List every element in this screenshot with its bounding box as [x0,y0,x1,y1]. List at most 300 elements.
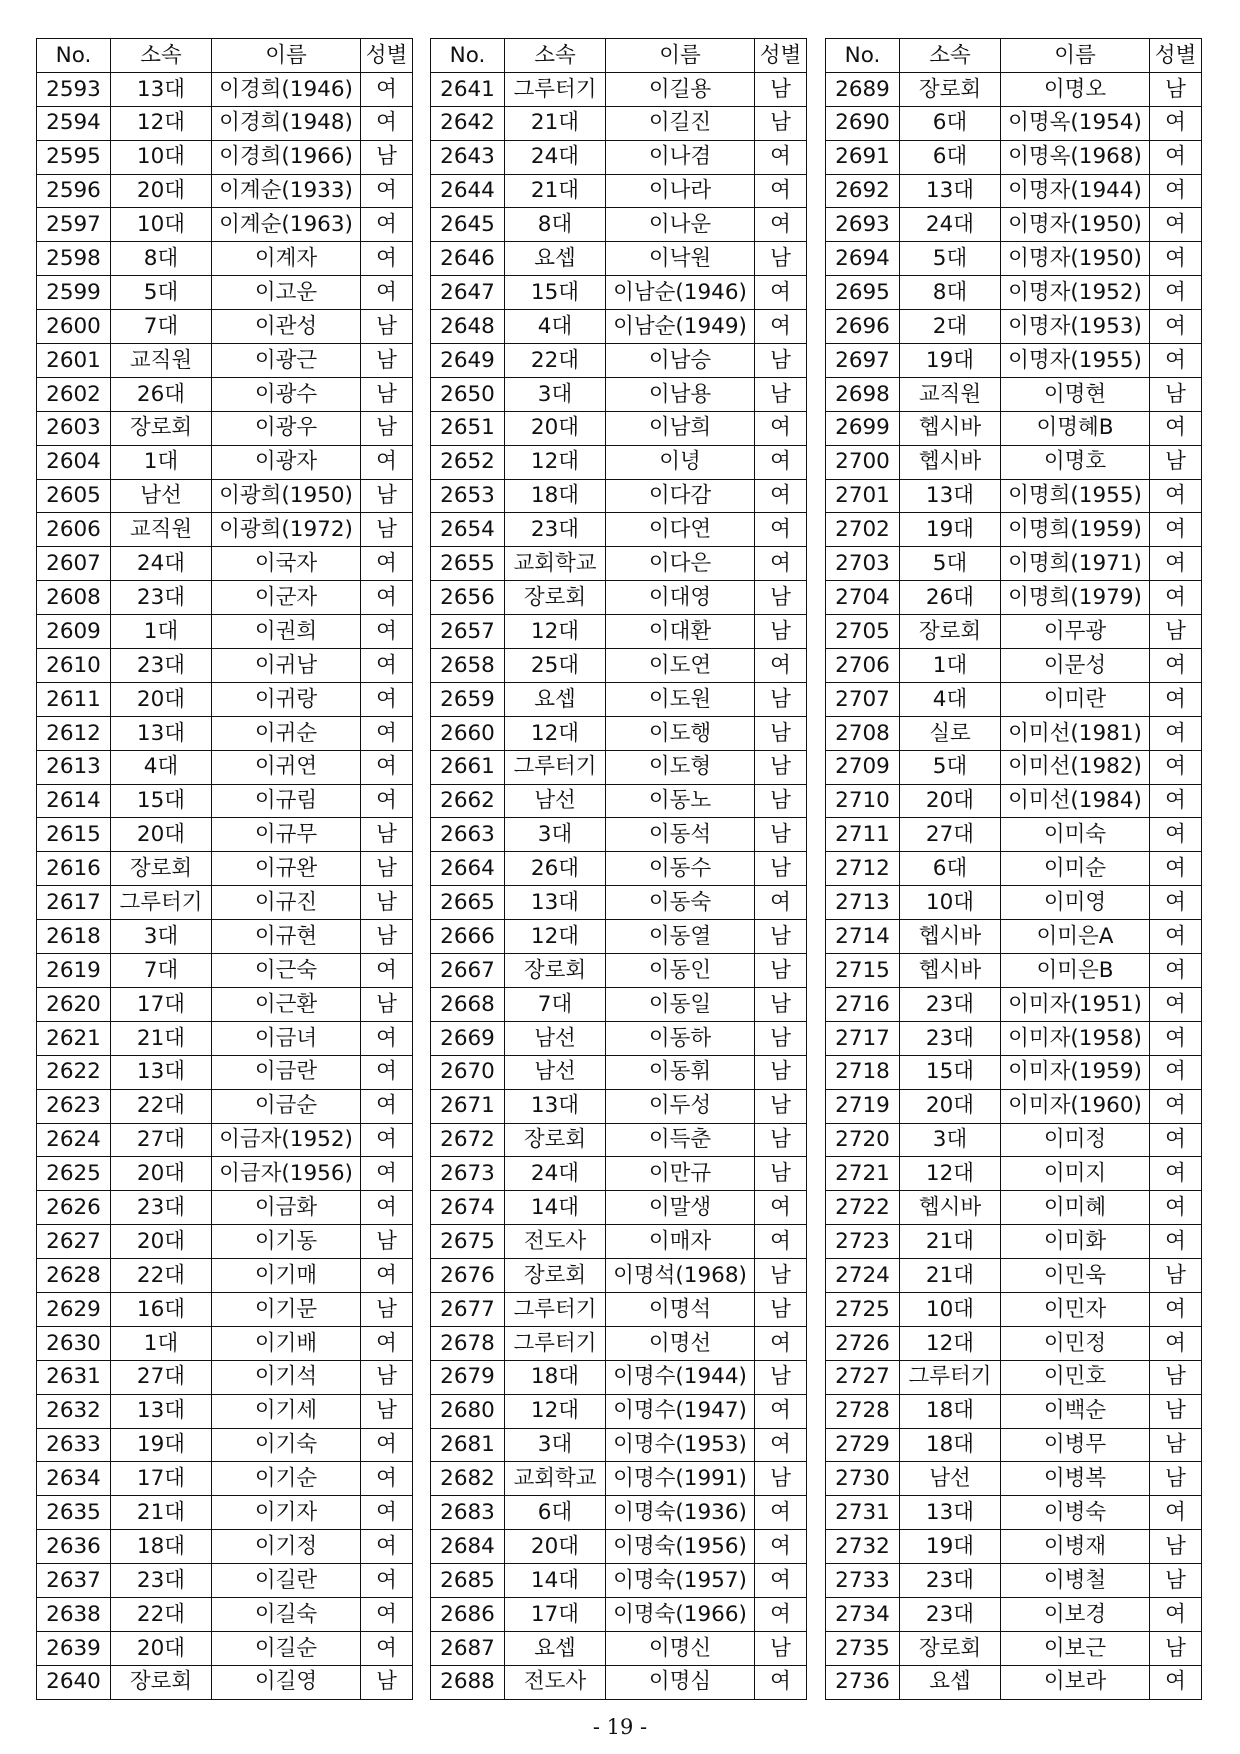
cell-name: 이기세 [212,1394,361,1428]
cell-affiliation: 12대 [505,1394,606,1428]
cell-no: 2657 [431,615,505,649]
cell-name: 이도행 [606,716,755,750]
table-row [37,1631,413,1665]
table-row [826,445,1202,479]
cell-gender: 남 [1150,1530,1202,1564]
table-row [37,818,413,852]
table-row [826,479,1202,513]
cell-affiliation: 4대 [505,310,606,344]
cell-gender: 여 [361,1631,413,1665]
table-row [826,1123,1202,1157]
cell-affiliation: 26대 [505,852,606,886]
cell-name: 이미자(1960) [1001,1089,1150,1123]
cell-affiliation: 12대 [505,445,606,479]
cell-gender: 남 [755,954,807,988]
cell-name: 이명현 [1001,377,1150,411]
cell-name: 이경희(1948) [212,106,361,140]
cell-no: 2704 [826,581,900,615]
cell-affiliation: 13대 [111,716,212,750]
cell-affiliation: 6대 [900,852,1001,886]
cell-no: 2679 [431,1360,505,1394]
cell-gender: 남 [361,344,413,378]
cell-gender: 여 [755,1665,807,1699]
cell-gender: 남 [361,1292,413,1326]
cell-name: 이규무 [212,818,361,852]
cell-gender: 여 [755,1191,807,1225]
table-row [431,411,807,445]
cell-no: 2610 [37,649,111,683]
cell-name: 이명신 [606,1631,755,1665]
cell-affiliation: 22대 [111,1259,212,1293]
table-row [826,208,1202,242]
cell-affiliation: 20대 [111,1225,212,1259]
cell-gender: 여 [755,886,807,920]
cell-gender: 여 [1150,1157,1202,1191]
cell-name: 이관성 [212,310,361,344]
cell-no: 2694 [826,242,900,276]
header-affiliation: 소속 [900,39,1001,73]
cell-affiliation: 남선 [505,1021,606,1055]
table-row [431,1631,807,1665]
table-row [826,581,1202,615]
cell-name: 이미영 [1001,886,1150,920]
header-no: No. [431,39,505,73]
cell-gender: 남 [755,1259,807,1293]
cell-no: 2636 [37,1530,111,1564]
cell-no: 2705 [826,615,900,649]
cell-no: 2671 [431,1089,505,1123]
cell-name: 이백순 [1001,1394,1150,1428]
cell-no: 2660 [431,716,505,750]
cell-affiliation: 3대 [505,1428,606,1462]
cell-name: 이광희(1950) [212,479,361,513]
table-row [37,682,413,716]
cell-no: 2602 [37,377,111,411]
cell-name: 이명석 [606,1292,755,1326]
cell-gender: 남 [361,140,413,174]
cell-affiliation: 12대 [111,106,212,140]
cell-no: 2698 [826,377,900,411]
cell-gender: 여 [755,649,807,683]
table-row [37,1089,413,1123]
cell-name: 이동숙 [606,886,755,920]
cell-gender: 남 [361,513,413,547]
cell-name: 이기순 [212,1462,361,1496]
cell-gender: 여 [755,208,807,242]
cell-affiliation: 남선 [111,479,212,513]
cell-affiliation: 장로회 [111,411,212,445]
table-row [37,649,413,683]
cell-affiliation: 교직원 [111,344,212,378]
cell-name: 이명호 [1001,445,1150,479]
cell-gender: 남 [1150,1394,1202,1428]
cell-affiliation: 6대 [900,106,1001,140]
cell-affiliation: 23대 [111,1564,212,1598]
cell-gender: 여 [1150,750,1202,784]
cell-no: 2626 [37,1191,111,1225]
cell-name: 이남순(1946) [606,276,755,310]
table-row [37,1021,413,1055]
table-row [826,242,1202,276]
table-row [37,1123,413,1157]
cell-affiliation: 21대 [111,1021,212,1055]
cell-name: 이민욱 [1001,1259,1150,1293]
cell-affiliation: 장로회 [900,72,1001,106]
table-row [826,1021,1202,1055]
cell-no: 2673 [431,1157,505,1191]
cell-gender: 여 [1150,140,1202,174]
cell-name: 이동일 [606,987,755,1021]
cell-no: 2648 [431,310,505,344]
cell-gender: 여 [361,1428,413,1462]
cell-affiliation: 3대 [505,818,606,852]
cell-affiliation: 18대 [900,1394,1001,1428]
cell-no: 2735 [826,1631,900,1665]
cell-no: 2628 [37,1259,111,1293]
cell-gender: 여 [361,716,413,750]
cell-gender: 여 [1150,1292,1202,1326]
cell-gender: 남 [1150,377,1202,411]
table-row [37,1530,413,1564]
cell-no: 2688 [431,1665,505,1699]
cell-affiliation: 26대 [900,581,1001,615]
cell-name: 이명숙(1957) [606,1564,755,1598]
cell-no: 2619 [37,954,111,988]
cell-gender: 여 [1150,513,1202,547]
cell-affiliation: 23대 [505,513,606,547]
cell-gender: 여 [1150,716,1202,750]
cell-no: 2677 [431,1292,505,1326]
cell-name: 이미자(1958) [1001,1021,1150,1055]
cell-gender: 여 [361,1021,413,1055]
cell-no: 2726 [826,1326,900,1360]
table-row [826,1225,1202,1259]
cell-name: 이명오 [1001,72,1150,106]
cell-no: 2604 [37,445,111,479]
cell-affiliation: 3대 [900,1123,1001,1157]
table-row [431,750,807,784]
cell-name: 이녕 [606,445,755,479]
cell-no: 2603 [37,411,111,445]
cell-name: 이귀남 [212,649,361,683]
cell-gender: 여 [755,276,807,310]
cell-name: 이낙원 [606,242,755,276]
cell-gender: 여 [1150,208,1202,242]
cell-name: 이고운 [212,276,361,310]
table-row [826,886,1202,920]
cell-affiliation: 13대 [111,1394,212,1428]
cell-name: 이경희(1946) [212,72,361,106]
cell-name: 이나라 [606,174,755,208]
table-row [431,852,807,886]
cell-no: 2639 [37,1631,111,1665]
table-row [431,1428,807,1462]
cell-affiliation: 23대 [111,649,212,683]
cell-name: 이길순 [212,1631,361,1665]
cell-name: 이광수 [212,377,361,411]
cell-gender: 여 [1150,1123,1202,1157]
cell-affiliation: 18대 [505,479,606,513]
table-row [37,276,413,310]
cell-gender: 여 [361,208,413,242]
table-row [826,1191,1202,1225]
cell-no: 2687 [431,1631,505,1665]
cell-affiliation: 12대 [900,1326,1001,1360]
cell-no: 2615 [37,818,111,852]
cell-gender: 여 [1150,1021,1202,1055]
cell-affiliation: 12대 [505,920,606,954]
table-row [431,1123,807,1157]
cell-gender: 남 [755,242,807,276]
table-row [431,784,807,818]
cell-no: 2606 [37,513,111,547]
cell-affiliation: 21대 [900,1225,1001,1259]
cell-affiliation: 요셉 [900,1665,1001,1699]
table-row [431,615,807,649]
cell-no: 2683 [431,1496,505,1530]
cell-gender: 여 [361,954,413,988]
cell-name: 이길용 [606,72,755,106]
cell-gender: 여 [755,1225,807,1259]
cell-no: 2607 [37,547,111,581]
cell-affiliation: 13대 [900,174,1001,208]
cell-gender: 여 [361,547,413,581]
table-row [37,1360,413,1394]
cell-no: 2734 [826,1597,900,1631]
cell-no: 2658 [431,649,505,683]
cell-no: 2718 [826,1055,900,1089]
table-row [826,1665,1202,1699]
cell-affiliation: 5대 [900,750,1001,784]
table-row [826,72,1202,106]
table-row [431,174,807,208]
cell-name: 이명자(1944) [1001,174,1150,208]
cell-gender: 남 [361,479,413,513]
cell-name: 이금자(1956) [212,1157,361,1191]
cell-name: 이남희 [606,411,755,445]
cell-affiliation: 21대 [505,106,606,140]
cell-name: 이계순(1963) [212,208,361,242]
cell-affiliation: 13대 [111,72,212,106]
cell-no: 2635 [37,1496,111,1530]
cell-name: 이길진 [606,106,755,140]
cell-name: 이미혜 [1001,1191,1150,1225]
table-row [826,784,1202,818]
cell-gender: 여 [1150,276,1202,310]
cell-gender: 남 [755,716,807,750]
cell-no: 2708 [826,716,900,750]
table-row [431,1360,807,1394]
table-row [37,987,413,1021]
cell-affiliation: 2대 [900,310,1001,344]
cell-affiliation: 20대 [900,784,1001,818]
cell-name: 이명숙(1956) [606,1530,755,1564]
cell-name: 이기정 [212,1530,361,1564]
table-row [37,954,413,988]
cell-affiliation: 8대 [900,276,1001,310]
table-row [37,547,413,581]
cell-affiliation: 21대 [505,174,606,208]
cell-affiliation: 17대 [505,1597,606,1631]
cell-affiliation: 그루터기 [505,750,606,784]
cell-affiliation: 장로회 [505,954,606,988]
cell-affiliation: 15대 [900,1055,1001,1089]
cell-name: 이금자(1952) [212,1123,361,1157]
cell-no: 2596 [37,174,111,208]
table-row [37,1326,413,1360]
cell-name: 이보근 [1001,1631,1150,1665]
cell-no: 2682 [431,1462,505,1496]
cell-name: 이명희(1955) [1001,479,1150,513]
cell-no: 2595 [37,140,111,174]
cell-name: 이명자(1955) [1001,344,1150,378]
table-row [826,1394,1202,1428]
cell-no: 2702 [826,513,900,547]
cell-name: 이명자(1950) [1001,208,1150,242]
cell-no: 2638 [37,1597,111,1631]
cell-name: 이병무 [1001,1428,1150,1462]
cell-affiliation: 교회학교 [505,1462,606,1496]
cell-no: 2616 [37,852,111,886]
cell-affiliation: 10대 [900,886,1001,920]
cell-gender: 남 [361,818,413,852]
table-row [826,1292,1202,1326]
cell-gender: 여 [1150,174,1202,208]
cell-affiliation: 24대 [111,547,212,581]
cell-no: 2706 [826,649,900,683]
table-row [826,987,1202,1021]
cell-gender: 여 [361,682,413,716]
table-row [431,310,807,344]
cell-name: 이명숙(1936) [606,1496,755,1530]
cell-no: 2646 [431,242,505,276]
table-row [431,479,807,513]
cell-gender: 남 [1150,1428,1202,1462]
table-row [826,716,1202,750]
table-row [431,1496,807,1530]
table-row [431,1564,807,1598]
cell-gender: 남 [755,1631,807,1665]
cell-no: 2617 [37,886,111,920]
cell-no: 2720 [826,1123,900,1157]
table-row [826,344,1202,378]
cell-affiliation: 실로 [900,716,1001,750]
table-row [37,920,413,954]
cell-no: 2665 [431,886,505,920]
cell-affiliation: 10대 [900,1292,1001,1326]
table-row [37,1225,413,1259]
cell-affiliation: 5대 [900,547,1001,581]
cell-gender: 남 [755,377,807,411]
cell-name: 이도연 [606,649,755,683]
cell-affiliation: 13대 [900,1496,1001,1530]
cell-affiliation: 남선 [900,1462,1001,1496]
cell-gender: 여 [361,1597,413,1631]
cell-gender: 여 [1150,1191,1202,1225]
cell-gender: 여 [361,174,413,208]
cell-affiliation: 12대 [505,716,606,750]
cell-gender: 남 [755,1021,807,1055]
cell-no: 2707 [826,682,900,716]
cell-name: 이근환 [212,987,361,1021]
cell-gender: 여 [1150,954,1202,988]
cell-no: 2666 [431,920,505,954]
cell-gender: 남 [1150,1360,1202,1394]
table-row [431,1191,807,1225]
cell-affiliation: 6대 [900,140,1001,174]
cell-gender: 남 [755,1089,807,1123]
cell-no: 2711 [826,818,900,852]
cell-gender: 남 [361,852,413,886]
cell-affiliation: 장로회 [505,1259,606,1293]
table-row [826,1462,1202,1496]
cell-name: 이광우 [212,411,361,445]
table-row [37,344,413,378]
cell-no: 2598 [37,242,111,276]
table-row [431,1665,807,1699]
cell-name: 이길숙 [212,1597,361,1631]
cell-gender: 여 [755,310,807,344]
table-row [37,1462,413,1496]
page-number: - 19 - [592,1715,648,1739]
cell-affiliation: 20대 [111,174,212,208]
cell-gender: 여 [361,1157,413,1191]
cell-no: 2668 [431,987,505,1021]
cell-affiliation: 남선 [505,784,606,818]
cell-name: 이금화 [212,1191,361,1225]
cell-gender: 남 [1150,1631,1202,1665]
cell-affiliation: 헵시바 [900,1191,1001,1225]
cell-no: 2652 [431,445,505,479]
table-row [431,954,807,988]
cell-name: 이광근 [212,344,361,378]
cell-gender: 여 [361,1530,413,1564]
cell-gender: 여 [755,1530,807,1564]
table-row [431,1021,807,1055]
cell-no: 2701 [826,479,900,513]
cell-no: 2684 [431,1530,505,1564]
table-row [37,1428,413,1462]
cell-name: 이미은A [1001,920,1150,954]
cell-name: 이명자(1953) [1001,310,1150,344]
cell-no: 2689 [826,72,900,106]
cell-affiliation: 22대 [505,344,606,378]
table-row [37,479,413,513]
cell-gender: 남 [755,987,807,1021]
cell-affiliation: 10대 [111,140,212,174]
cell-no: 2600 [37,310,111,344]
cell-no: 2601 [37,344,111,378]
cell-gender: 남 [755,750,807,784]
table-row [826,649,1202,683]
cell-affiliation: 1대 [900,649,1001,683]
table-row [431,682,807,716]
cell-no: 2670 [431,1055,505,1089]
table-row [37,581,413,615]
cell-gender: 남 [755,72,807,106]
table-row [826,377,1202,411]
table-row [37,1055,413,1089]
table-row [37,411,413,445]
cell-gender: 여 [1150,106,1202,140]
cell-gender: 여 [755,140,807,174]
cell-name: 이명혜B [1001,411,1150,445]
table-row [826,920,1202,954]
table-row [431,1157,807,1191]
cell-gender: 여 [361,1564,413,1598]
cell-name: 이미지 [1001,1157,1150,1191]
cell-affiliation: 전도사 [505,1225,606,1259]
